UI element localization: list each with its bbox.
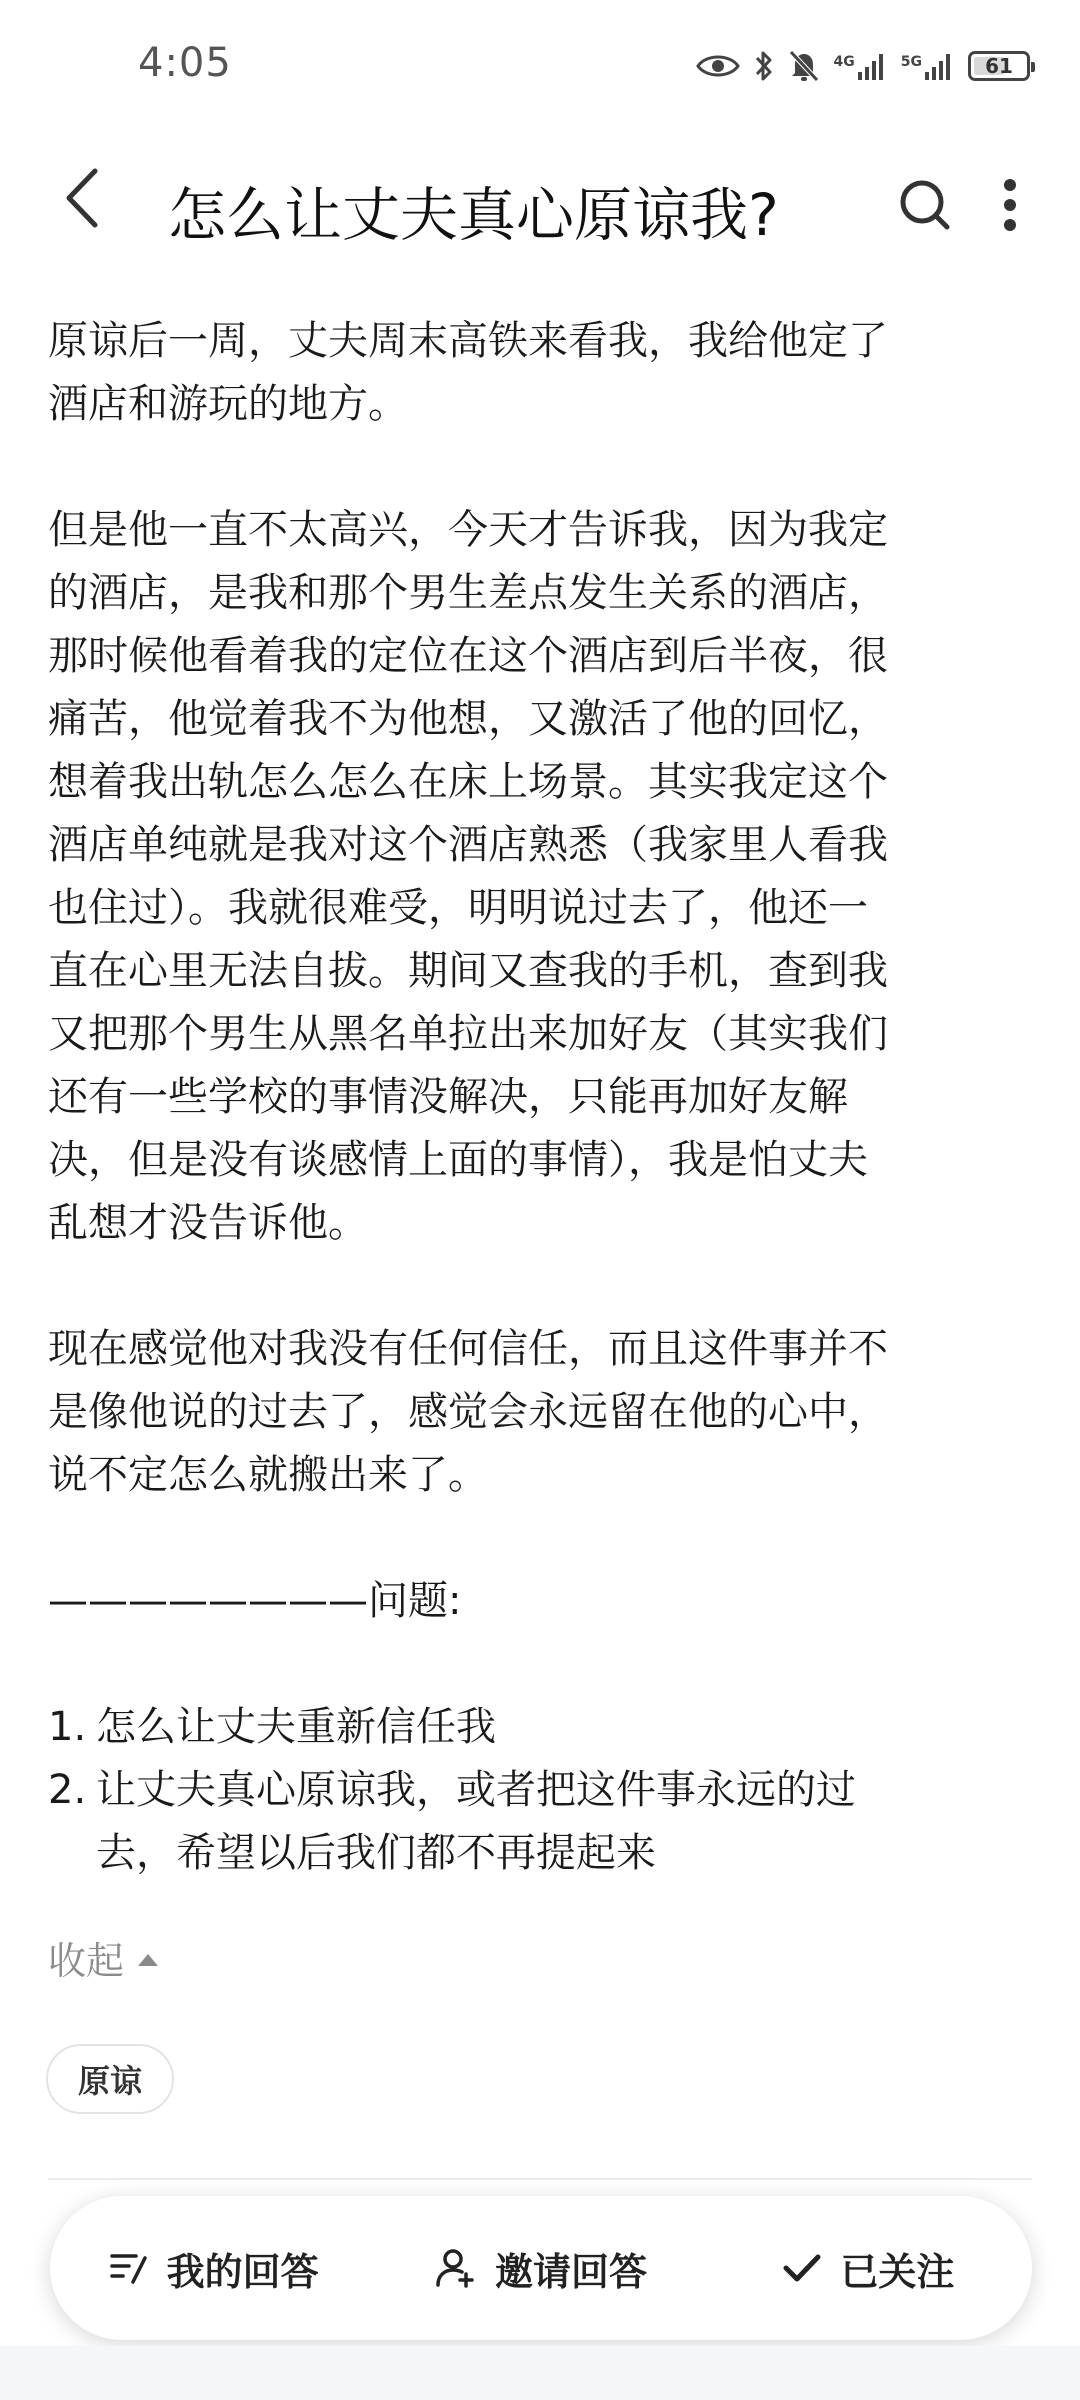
text-line: 直在心里无法自拔。期间又查我的手机，查到我 [48, 948, 888, 994]
network-label-1: 4G [833, 54, 855, 70]
text-line: 那时候他看着我的定位在这个酒店到后半夜，很 [48, 633, 888, 679]
text-line: 酒店和游玩的地方。 [48, 381, 408, 427]
mute-bell-icon [788, 49, 820, 83]
paragraph-3 [48, 1318, 1008, 1507]
checkmark-icon [782, 2248, 822, 2288]
my-answer-button[interactable] [50, 2241, 377, 2296]
status-time: 4:05 [138, 40, 232, 86]
text-line: 说不定怎么就搬出来了。 [48, 1452, 488, 1498]
text-line: 酒店单纯就是我对这个酒店熟悉（我家里人看我 [48, 822, 888, 868]
invite-answer-button[interactable] [377, 2241, 704, 2296]
list-number: 2. [48, 1767, 87, 1813]
text-line: 去，希望以后我们都不再提起来 [96, 1830, 656, 1876]
signal-4g-icon [834, 51, 887, 81]
top-nav-bar [0, 150, 1080, 250]
invite-user-icon [435, 2247, 477, 2289]
bottom-action-bar [50, 2196, 1032, 2340]
topic-tag[interactable]: 原谅 [46, 2044, 174, 2114]
text-line: 也住过）。我就很难受，明明说过去了，他还一 [48, 885, 868, 931]
text-line: ————————问题: [48, 1578, 462, 1624]
write-answer-icon [109, 2248, 149, 2288]
status-bar [0, 0, 1080, 130]
text-line: 是像他说的过去了，感觉会永远留在他的心中， [48, 1389, 888, 1435]
followed-label: 已关注 [840, 2249, 955, 2294]
search-icon [897, 177, 953, 233]
collapse-button[interactable] [48, 1930, 158, 1985]
eye-icon [696, 51, 740, 81]
questions-list [48, 1696, 1008, 1885]
list-item [48, 1696, 1008, 1759]
back-button[interactable] [48, 158, 118, 238]
list-text [96, 1759, 856, 1885]
text-line: 现在感觉他对我没有任何信任，而且这件事并不 [48, 1326, 888, 1372]
collapse-label: 收起 [48, 1939, 125, 1983]
battery-icon [968, 51, 1030, 81]
status-icons [696, 42, 1030, 90]
bottom-strip [0, 2346, 1080, 2400]
back-arrow-icon [63, 167, 103, 229]
paragraph-2 [48, 499, 1008, 1255]
battery-level: 61 [985, 54, 1013, 78]
text-line: 原谅后一周，丈夫周末高铁来看我，我给他定了 [48, 318, 888, 364]
text-line: 乱想才没告诉他。 [48, 1200, 368, 1246]
text-line: 但是他一直不太高兴，今天才告诉我，因为我定 [48, 507, 888, 553]
list-item [48, 1759, 1008, 1885]
followed-button[interactable] [705, 2241, 1032, 2296]
text-line: 让丈夫真心原谅我，或者把这件事永远的过 [96, 1767, 856, 1813]
list-text [96, 1696, 496, 1759]
questions-heading [48, 1570, 1008, 1633]
invite-answer-label: 邀请回答 [494, 2249, 647, 2294]
caret-up-icon [138, 1954, 158, 1966]
text-line: 的酒店，是我和那个男生差点发生关系的酒店， [48, 570, 888, 616]
text-line: 想着我出轨怎么怎么在床上场景。其实我定这个 [48, 759, 888, 805]
my-answer-label: 我的回答 [166, 2249, 319, 2294]
search-button[interactable] [890, 170, 960, 240]
paragraph-1 [48, 310, 1008, 436]
question-body [48, 310, 1008, 1885]
page-title: 怎么让丈夫真心原谅我? [168, 181, 779, 249]
list-number: 1. [48, 1704, 87, 1750]
bluetooth-icon [754, 49, 774, 83]
text-line: 决，但是没有谈感情上面的事情），我是怕丈夫 [48, 1137, 868, 1183]
signal-5g-icon [901, 51, 954, 81]
more-vertical-icon [1002, 177, 1018, 233]
text-line: 还有一些学校的事情没解决，只能再加好友解 [48, 1074, 848, 1120]
text-line: 痛苦，他觉着我不为他想，又激活了他的回忆， [48, 696, 888, 742]
text-line: 又把那个男生从黑名单拉出来加好友（其实我们 [48, 1011, 888, 1057]
network-label-2: 5G [900, 54, 922, 70]
divider [48, 2178, 1032, 2180]
more-options-button[interactable] [980, 170, 1040, 240]
text-line: 怎么让丈夫重新信任我 [96, 1704, 496, 1750]
